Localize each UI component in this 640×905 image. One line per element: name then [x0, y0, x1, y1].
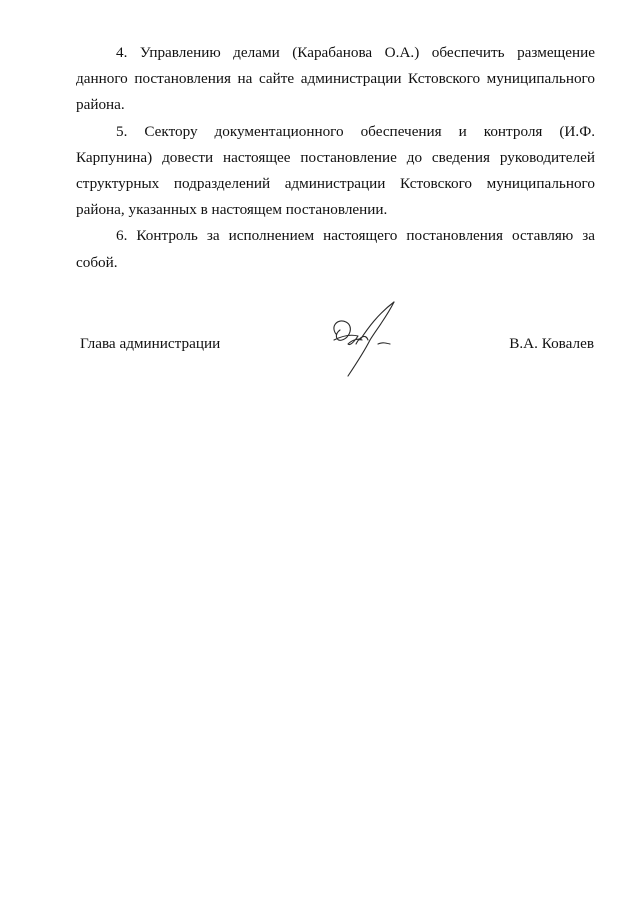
- signatory-name: В.А. Ковалев: [509, 335, 594, 352]
- signature-block: [0, 326, 640, 416]
- paragraph-item-5: 5. Сектору документационного обеспечения и контроля (И.Ф. Карпунина) довести настоящее постановление до сведения руководителей структурных подразделений администрации Кстовского муниципального района, указанных в настоящем постановлении.: [76, 122, 595, 219]
- paragraph-item-4: 4. Управлению делами (Карабанова О.А.) обеспечить размещение данного постановления на сайте администрации Кстовского муниципального района.: [76, 44, 595, 114]
- signatory-title: Глава администрации: [80, 335, 221, 352]
- handwritten-signature-icon: [320, 300, 410, 380]
- paragraph-item-6: 6. Контроль за исполнением настоящего постановления оставляю за собой.: [76, 227, 595, 271]
- document-body: [76, 40, 595, 276]
